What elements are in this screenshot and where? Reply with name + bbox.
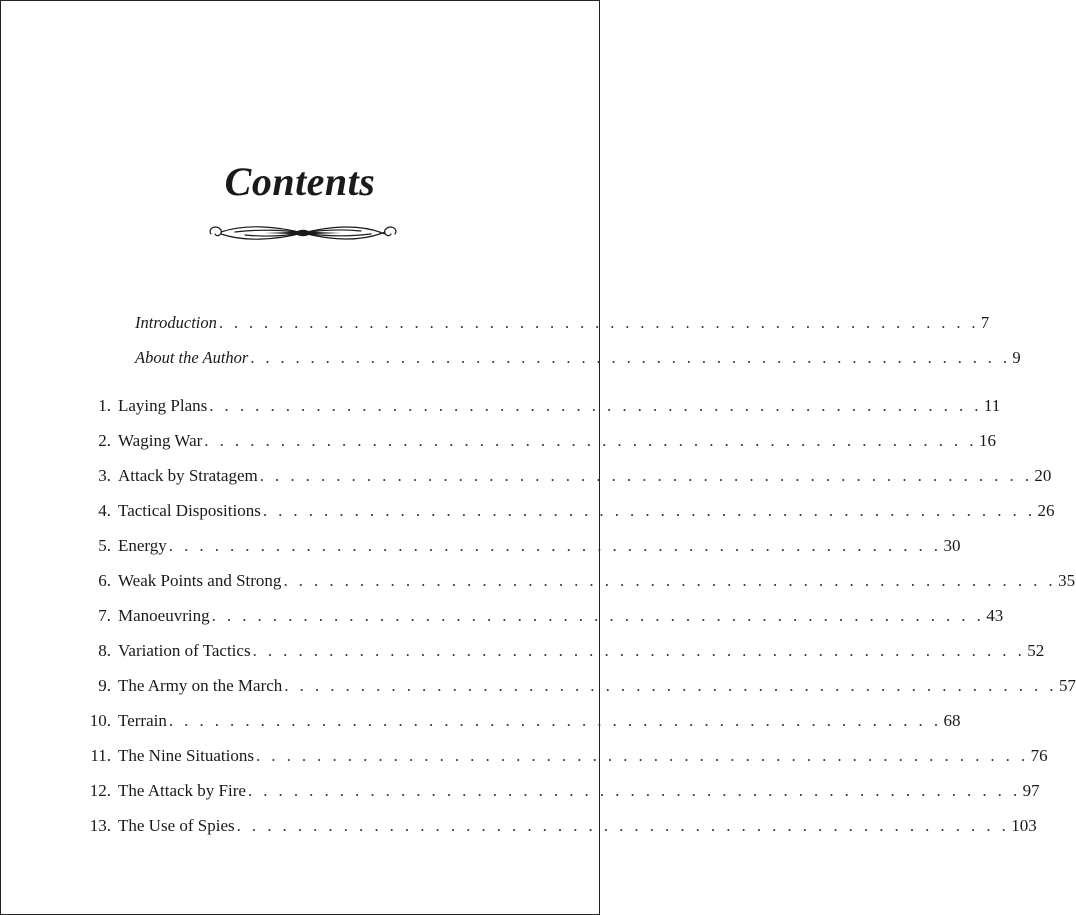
toc-entry-page: 20 [1034,466,1052,485]
toc-entry-label: Terrain [118,711,167,730]
toc-entry-chapter-9[interactable] [84,673,1076,699]
dot-leader: . . . . . . . . . . . . . . . . . . . . . . . . . . . . . . . . . . . . . . . . . . . . . . . . . . . [283,571,1057,590]
toc-entry-chapter-5[interactable] [84,533,961,559]
toc-entry-page: 76 [1030,746,1048,765]
toc-entry-chapter-4[interactable] [84,498,1055,524]
toc-entry-page: 16 [978,431,996,450]
toc-entry-chapter-12[interactable] [84,778,1040,804]
toc-entry-chapter-11[interactable] [84,743,1048,769]
dot-leader: . . . . . . . . . . . . . . . . . . . . . . . . . . . . . . . . . . . . . . . . . . . . . . . . . . . [168,711,942,730]
toc-entry-introduction[interactable] [135,310,990,336]
dot-leader: . . . . . . . . . . . . . . . . . . . . . . . . . . . . . . . . . . . . . . . . . . . . . . . . . . . [236,816,1010,835]
toc-entry-about-author[interactable] [135,345,1021,371]
page-title: Contents [224,159,376,204]
toc-entry-page: 57 [1058,676,1076,695]
toc-entry-label: Introduction [135,313,217,332]
toc-entry-page: 35 [1058,571,1076,590]
toc-entry-page: 30 [943,536,961,555]
chapter-number: 13. [89,816,111,835]
dot-leader: . . . . . . . . . . . . . . . . . . . . . . . . . . . . . . . . . . . . . . . . . . . . . . . . . . . [247,781,1021,800]
toc-entry-page: 52 [1027,641,1045,660]
toc-entry-label: Tactical Dispositions [118,501,261,520]
dot-leader: . . . . . . . . . . . . . . . . . . . . . . . . . . . . . . . . . . . . . . . . . . . . . . . . . . . [211,606,985,625]
toc-entry-label: Attack by Stratagem [118,466,258,485]
chapter-number: 7. [98,606,111,625]
chapter-number: 10. [89,711,111,730]
chapter-number: 4. [98,501,111,520]
toc-entry-label: The Nine Situations [118,746,254,765]
toc-entry-page: 11 [983,396,1001,415]
chapter-number: 5. [98,536,111,555]
toc-entry-page: 103 [1011,816,1037,835]
toc-entry-chapter-1[interactable] [84,393,1001,419]
toc-entry-label: Energy [118,536,167,555]
toc-entry-chapter-13[interactable] [84,813,1037,839]
dot-leader: . . . . . . . . . . . . . . . . . . . . . . . . . . . . . . . . . . . . . . . . . . . . . . . . . . . [168,536,942,555]
toc-entry-chapter-2[interactable] [84,428,996,454]
toc-entry-chapter-8[interactable] [84,638,1045,664]
chapter-number: 2. [98,431,111,450]
dot-leader: . . . . . . . . . . . . . . . . . . . . . . . . . . . . . . . . . . . . . . . . . . . . . . . . . . . [218,313,979,332]
dot-leader: . . . . . . . . . . . . . . . . . . . . . . . . . . . . . . . . . . . . . . . . . . . . . . . . . . . [204,431,977,450]
toc-entry-label: The Army on the March [118,676,283,695]
toc-entry-label: Variation of Tactics [118,641,251,660]
toc-entry-label: Waging War [118,431,203,450]
dot-leader: . . . . . . . . . . . . . . . . . . . . . . . . . . . . . . . . . . . . . . . . . . . . . . . . . . . [255,746,1029,765]
dot-leader: . . . . . . . . . . . . . . . . . . . . . . . . . . . . . . . . . . . . . . . . . . . . . . . . . . . [250,348,1011,367]
toc-entry-chapter-3[interactable] [84,463,1052,489]
toc-entry-label: About the Author [135,348,249,367]
flourish-ornament [205,220,401,246]
toc-entry-label: Laying Plans [118,396,208,415]
toc-entry-page: 97 [1022,781,1040,800]
toc-entry-page: 68 [943,711,961,730]
dot-leader: . . . . . . . . . . . . . . . . . . . . . . . . . . . . . . . . . . . . . . . . . . . . . . . . . . . [284,676,1057,695]
dot-leader: . . . . . . . . . . . . . . . . . . . . . . . . . . . . . . . . . . . . . . . . . . . . . . . . . . . [209,396,982,415]
chapter-number: 11. [90,746,111,765]
dot-leader: . . . . . . . . . . . . . . . . . . . . . . . . . . . . . . . . . . . . . . . . . . . . . . . . . . . [262,501,1036,520]
dot-leader: . . . . . . . . . . . . . . . . . . . . . . . . . . . . . . . . . . . . . . . . . . . . . . . . . . . [252,641,1026,660]
toc-entry-label: Manoeuvring [118,606,210,625]
chapter-number: 3. [98,466,111,485]
toc-entry-label: The Attack by Fire [118,781,246,800]
chapter-number: 6. [98,571,111,590]
chapter-number: 1. [98,396,111,415]
chapter-number: 8. [98,641,111,660]
chapter-number: 12. [89,781,111,800]
toc-entry-chapter-10[interactable] [84,708,961,734]
toc-entry-page: 9 [1012,348,1021,367]
toc-entry-page: 26 [1037,501,1055,520]
chapter-number: 9. [98,676,111,695]
toc-entry-label: Weak Points and Strong [118,571,282,590]
toc-entry-page: 7 [980,313,990,332]
toc-entry-chapter-7[interactable] [84,603,1004,629]
toc-entry-label: The Use of Spies [118,816,235,835]
toc-entry-chapter-6[interactable] [84,568,1076,594]
toc-entry-page: 43 [986,606,1004,625]
dot-leader: . . . . . . . . . . . . . . . . . . . . . . . . . . . . . . . . . . . . . . . . . . . . . . . . . . . [259,466,1033,485]
